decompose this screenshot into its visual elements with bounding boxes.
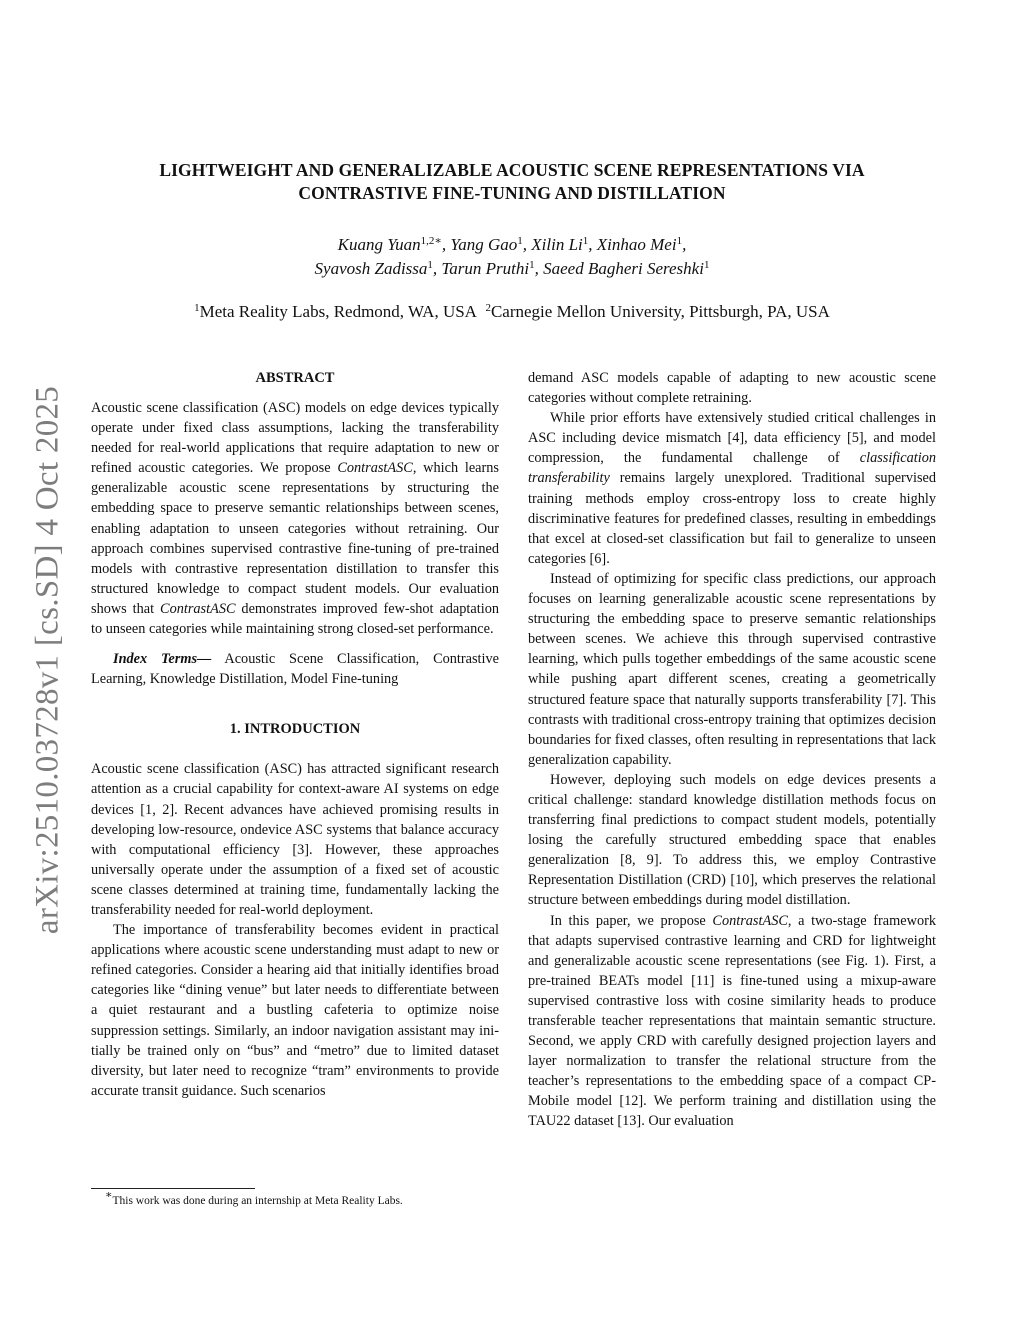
author-affiliation-mark: 1	[703, 259, 710, 271]
author-affiliation-mark: 1	[529, 259, 535, 271]
title-line-1: LIGHTWEIGHT AND GENERALIZABLE ACOUSTIC SCENE REPRESENTATIONS VIA	[159, 160, 865, 180]
author-line-1	[100, 233, 924, 257]
abstract-text-part: , which learns generalizable acoustic scene representations by structuring the embedding space to preserve semantic relationships between scenes, enabling adaptation to unseen categories without retraining. Our approach combines supervised contrastive fine-tuning of pre-trained models with contrastive representation distillation to transfer this structured knowledge to compact student models. Our evaluation shows that	[91, 460, 499, 617]
intro-paragraph-1: Acoustic scene classification (ASC) has attracted significant research attention as a crucial capability for context-aware AI systems on edge devices [1, 2]. Recent advances have achieved promising results in developing low-resource, ondevice ASC systems that balance accuracy with computational efficiency [3]. However, these approaches universally operate under the assumption of a fixed set of acoustic scene classes determined at training time, fundamentally lacking the transferability needed for real-world deployment.	[91, 761, 499, 918]
intro-paragraph-5: Instead of optimizing for specific class predictions, our approach focuses on learning generalizable acoustic scene representations by structuring the embedding space to preserve semantic relationships between scenes. We achieve this through supervised contrastive learning, which pulls together embeddings of the same acoustic scene while pushing apart different scenes, creating a geometrically structured feature space that naturally supports transferability [7]. This contrasts with traditional cross-entropy training that optimizes decision boundaries for fixed classes, often resulting in representations that lack generalization capability.	[528, 570, 936, 768]
author-list	[100, 233, 924, 281]
author-name: Kuang Yuan	[337, 235, 421, 254]
author-affiliation-mark: 1	[517, 235, 523, 247]
index-terms	[91, 649, 499, 689]
author-affiliation-mark: 1	[427, 259, 433, 271]
author-name: Xinhao Mei	[596, 235, 677, 254]
intro-paragraph-3: demand ASC models capable of adapting to new acoustic scene categories without complete retraining.	[528, 370, 936, 407]
emphasis-term: classification transferability	[528, 450, 936, 487]
introduction-heading: 1. INTRODUCTION	[229, 721, 361, 738]
footnote-mark: ∗	[105, 1189, 113, 1201]
index-terms-text: Acoustic Scene Classification, Contrastive Learning, Knowledge Distillation, Model Fine-tuning	[91, 651, 500, 688]
paragraph-text-part: remains largely unexplored. Traditional supervised training methods employ cross-entropy loss to create highly discriminative features for predefined classes, resulting in embeddings that excel at closed-set classification but fail to generalize to unseen categories [6].	[528, 470, 936, 567]
author-affiliation-mark: 1	[676, 235, 683, 247]
intro-paragraph-4	[528, 408, 936, 569]
abstract-method-name: ContrastASC	[337, 460, 413, 477]
title-line-2: CONTRASTIVE FINE-TUNING AND DISTILLATION	[298, 183, 726, 203]
author-separator: ,	[534, 259, 544, 278]
author-affiliation-mark: 1,2∗	[420, 235, 442, 247]
footnote-divider	[91, 1188, 255, 1189]
author-affiliation-mark: 1	[582, 235, 589, 247]
affiliation-mark: 2	[485, 302, 491, 314]
author-separator: ,	[522, 235, 532, 254]
abstract-text	[91, 398, 499, 639]
left-column	[91, 368, 499, 1101]
intro-paragraph-2: The importance of transferability becomes evident in practical applications where acoustic scene understanding must adapt to new or refined categories. Consider a hearing aid that initially identifies broad categories like “dining venue” but later needs to differentiate between a quiet restaurant and a bustling cafeteria to optimize noise suppression settings. Similarly, an indoor navigation assistant may initially be trained only on “bus” and “metro” due to limited dataset diversity, but later need to recognize “tram” environments to provide accurate transit guidance. Such scenarios	[91, 922, 499, 1099]
author-line-2	[100, 257, 924, 281]
footnote-text: This work was done during an internship at Meta Reality Labs.	[112, 1195, 403, 1207]
right-column	[528, 368, 936, 1132]
method-name: ContrastASC	[712, 912, 788, 929]
author-separator: ,	[432, 259, 442, 278]
abstract-text-part: demonstrates improved few-shot adaptation to unseen categories while maintaining strong closed-set performance.	[91, 600, 499, 638]
author-name: Tarun Pruthi	[441, 259, 530, 278]
abstract-text-part: Acoustic scene classification (ASC) models on edge devices typically operate under fixed class assumptions, lacking the transferability needed for real-world applications that require adaptation to new or refined acoustic categories. We propose	[91, 400, 499, 477]
author-separator: ,	[682, 235, 687, 254]
author-separator: ,	[588, 235, 597, 254]
abstract-heading: ABSTRACT	[255, 370, 335, 386]
affiliations	[100, 300, 924, 324]
paragraph-text-part: , a two-stage framework that adapts supervised contrastive learning and CRD for lightweight and generalizable acoustic scene representations (see Fig. 1). First, a pre-trained BEATs model [11] is fine-tuned using a mixup-aware supervised contrastive loss with cosine similarity heads to produce transferable teacher representations that maintain semantic structure. Second, we apply CRD with carefully designed projection layers and layer normalization to transfer the relational structure from the teacher’s representations to the embedding space of a compact CP-Mobile model [12]. We perform training and distillation using the TAU22 dataset [13]. Our evaluation	[528, 912, 936, 1130]
paper-title	[100, 159, 924, 205]
author-name: Syavosh Zadissa	[314, 259, 428, 278]
paragraph-text-part: In this paper, we propose	[550, 912, 713, 929]
affiliation-text: Meta Reality Labs, Redmond, WA, USA	[199, 302, 477, 321]
author-name: Saeed Bagheri Sereshki	[543, 259, 704, 278]
affiliation-text: Carnegie Mellon University, Pittsburgh, PA, USA	[490, 302, 830, 321]
footnote	[91, 1189, 499, 1209]
intro-paragraph-6: However, deploying such models on edge devices presents a critical challenge: standard knowledge distillation methods focus on transferring final predictions to compact student models, potentially losing the carefully structured embedding space that enables generalization [8, 9]. To address this, we employ Contrastive Representation Distillation (CRD) [10], which preserves the relational structure between embeddings during model distillation.	[528, 771, 936, 909]
author-separator: ,	[441, 235, 451, 254]
intro-paragraph-7	[528, 911, 936, 1132]
arxiv-identifier: arXiv:2510.03728v1 [cs.SD] 4 Oct 2025	[29, 385, 66, 935]
abstract-method-name: ContrastASC	[160, 600, 236, 617]
paragraph-text-part: While prior efforts have extensively studied critical challenges in ASC including device mismatch [4], data efficiency [5], and model compression, the fundamental challenge of	[528, 410, 936, 467]
affiliation-mark: 1	[194, 302, 200, 314]
index-terms-label: Index Terms—	[113, 651, 212, 668]
author-name: Yang Gao	[450, 235, 518, 254]
author-name: Xilin Li	[531, 235, 583, 254]
